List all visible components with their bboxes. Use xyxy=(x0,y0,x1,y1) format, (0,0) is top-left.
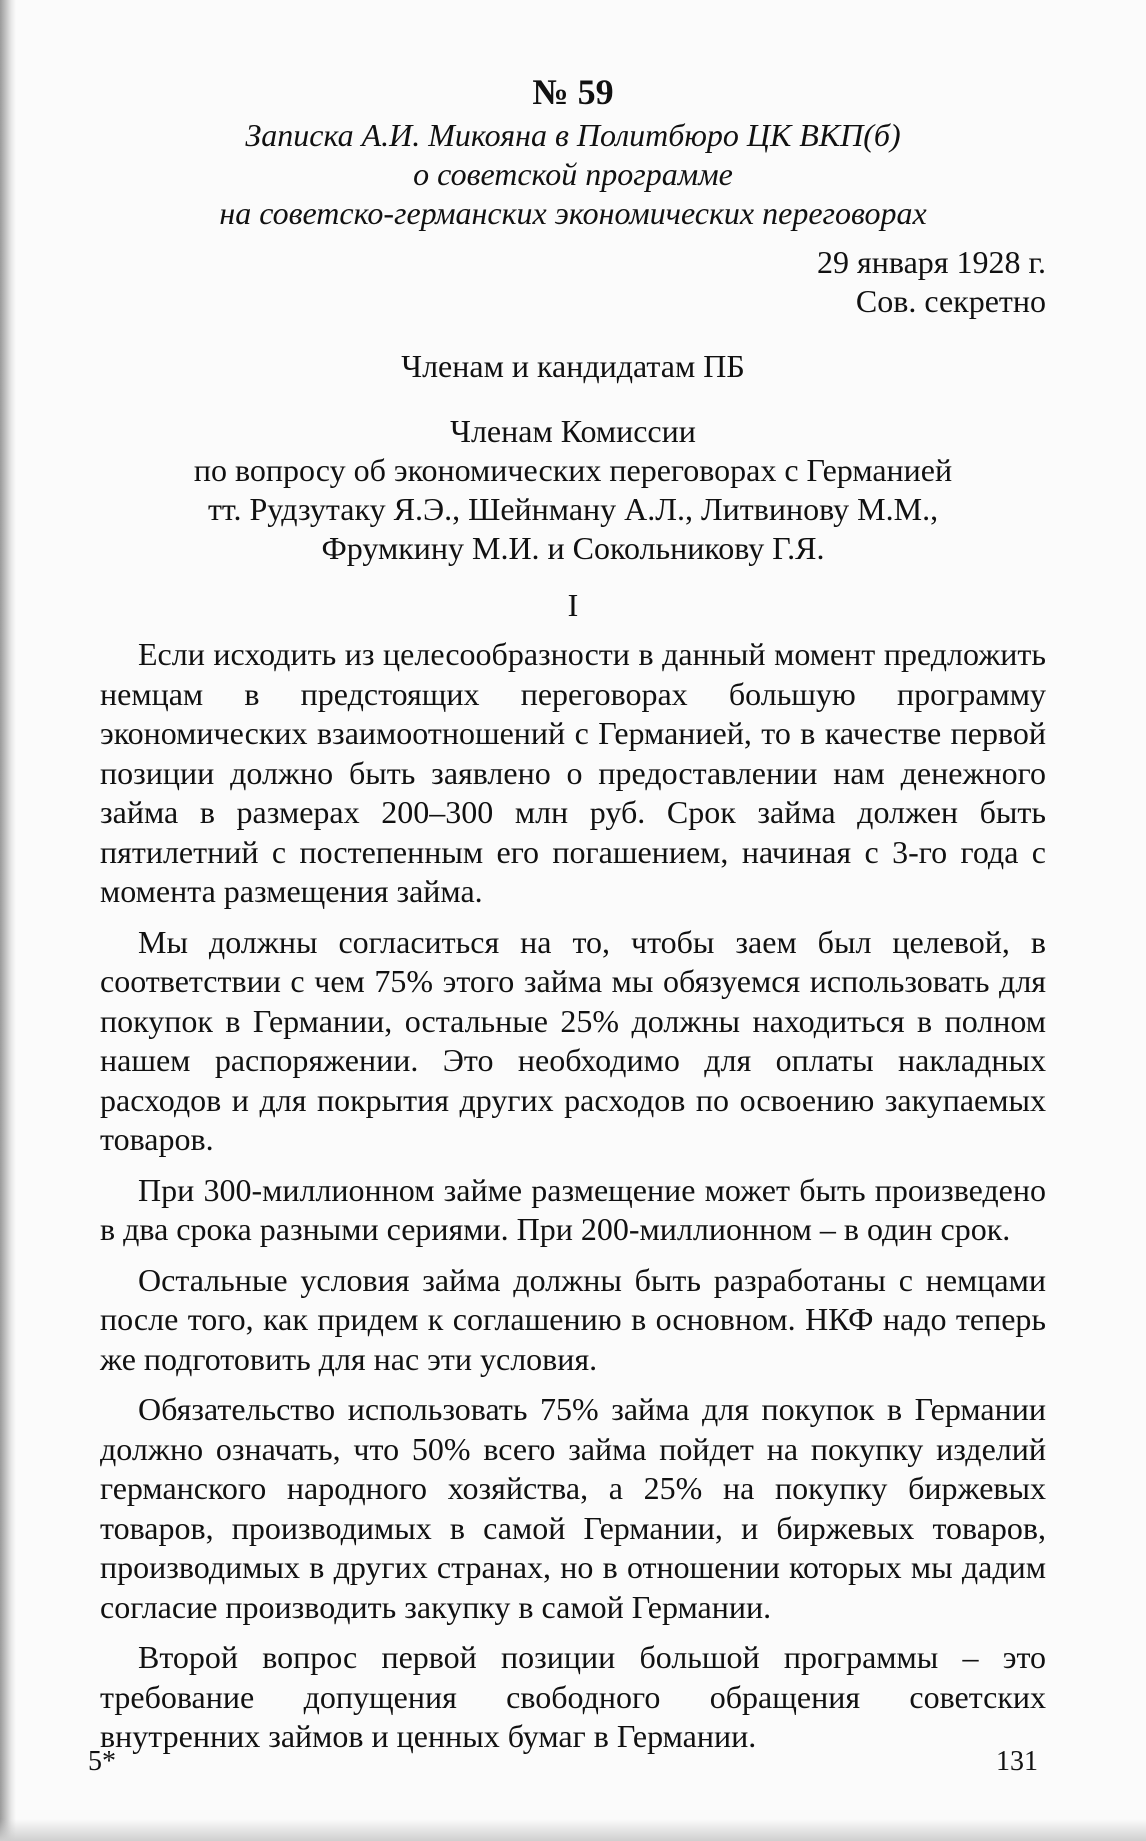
binding-shadow xyxy=(0,0,16,1841)
addressee-line: Членам Комиссии xyxy=(450,413,696,449)
classification-stamp: Сов. секретно xyxy=(855,283,1046,319)
title-line: на советско-германских экономических переговорах xyxy=(219,195,927,231)
addressee-group-1: Членам и кандидатам ПБ xyxy=(401,348,745,384)
paragraph: Остальные условия займа должны быть разработаны с немцами после того, как придем к соглашению в основном. НКФ надо теперь же подготовить для нас эти условия. xyxy=(100,1261,1046,1377)
document-number: № 59 xyxy=(532,72,614,112)
paragraph: При 300-миллионном займе размещение может быть произведено в два срока разными сериями. При 200-миллионном – в один срок. xyxy=(100,1171,1046,1247)
addressees xyxy=(100,347,1046,568)
bottom-shadow xyxy=(0,1819,1146,1841)
paragraph: Обязательство использовать 75% займа для покупок в Германии должно означать, что 50% всего займа пойдет на покупку изделий германского народного хозяйства, а 25% на покупку биржевых товаров, производимых в самой Германии, и биржевых товаров, производимых в других странах, но в отношении которых мы дадим согласие производить закупку в самой Германии. xyxy=(100,1391,1046,1625)
document-title xyxy=(100,116,1046,233)
addressee-line: по вопросу об экономических переговорах с Германией xyxy=(193,452,953,488)
paragraph: Если исходить из целесообразности в данный момент предложить немцам в предстоящих переговорах большую программу экономических взаимоотношений с Германией, то в качестве первой позиции должно быть заявлено о предоставлении нам денежного займа в размерах 200–300 млн руб. Срок займа должен быть пятилетний с постепенным его погашением, начиная с 3-го года с момента размещения займа. xyxy=(100,636,1046,909)
signature-mark: 5* xyxy=(88,1746,116,1777)
document-meta xyxy=(100,243,1046,321)
page-content xyxy=(100,70,1046,1768)
paragraph: Мы должны согласиться на то, чтобы заем был целевой, в соответствии с чем 75% этого займа мы обязуемся использовать для покупок в Германии, остальные 25% должны находиться в полном нашем распоряжении. Это необходимо для оплаты накладных расходов и для покрытия других расходов по освоению закупаемых товаров. xyxy=(100,923,1046,1157)
section-heading: I xyxy=(567,587,579,623)
paragraph: Второй вопрос первой позиции большой программы – это требование допущения свободного обращения советских внутренних займов и ценных бумаг в Германии. xyxy=(100,1639,1046,1754)
addressee-line: Фрумкину М.И. и Сокольникову Г.Я. xyxy=(321,530,825,566)
page-number: 131 xyxy=(996,1746,1038,1777)
title-line: Записка А.И. Микояна в Политбюро ЦК ВКП(б) xyxy=(245,117,901,153)
addressee-line: тт. Рудзутаку Я.Э., Шейнману А.Л., Литвинову М.М., xyxy=(207,491,939,527)
document-date: 29 января 1928 г. xyxy=(817,244,1046,280)
title-line: о советской программе xyxy=(413,156,733,192)
